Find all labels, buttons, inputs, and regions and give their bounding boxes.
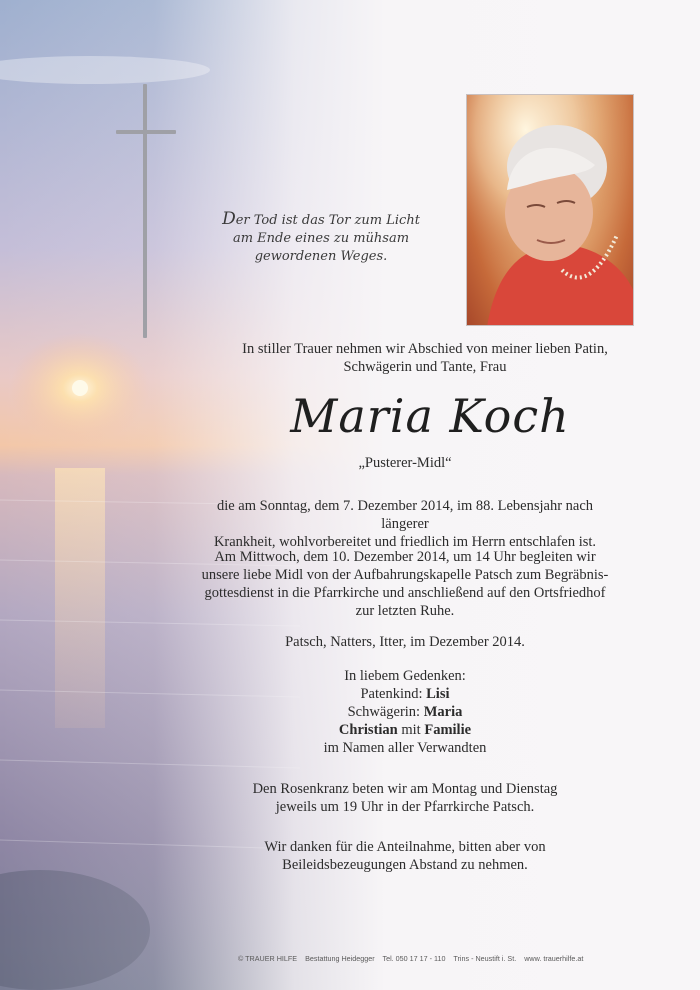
cross-icon-horizontal [116,130,176,134]
funeral-line-4: zur letzten Ruhe. [355,603,455,619]
cross-icon-vertical [143,84,147,338]
footer [238,954,658,963]
footer-town: Trins - Neustift i. St. [453,954,517,963]
rosary-line-1: Den Rosenkranz beten wir am Montag und Dienstag [252,781,558,797]
footer-company: Bestattung Heidegger [305,954,375,963]
quote-line-3: gewordenen Weges. [254,249,388,264]
mourner-schwaegerin [200,703,610,721]
portrait-image [467,95,634,326]
quote-line-2: am Ende eines zu mühsam [232,231,410,246]
rosary-info [200,780,610,816]
funeral-line-1: Am Mittwoch, dem 10. Dezember 2014, um 14 Uhr begleiten wir [214,549,596,565]
death-notice [200,497,610,551]
death-notice-line-1: die am Sonntag, dem 7. Dezember 2014, im 88. Lebensjahr nach längerer [216,498,594,532]
footer-phone: Tel. 050 17 17 - 110 [382,954,446,963]
death-notice-line-2: Krankheit, wohlvorbereitet und friedlich im Herrn entschlafen ist. [213,534,597,550]
christian-name: Christian [338,722,398,738]
mourners-all: im Namen aller Verwandten [323,740,487,756]
funeral-line-3: gottesdienst in die Pfarrkirche und anschließend auf den Ortsfriedhof [204,585,606,601]
quote-line-1: er Tod ist das Tor zum Licht [235,213,420,228]
funeral-line-2: unsere liebe Midl von der Aufbahrungskapelle Patsch zum Begräbnis- [201,567,609,583]
mit-word: mit [397,722,425,738]
portrait-photo [466,94,634,326]
rosary-line-2: jeweils um 19 Uhr in der Pfarrkirche Patsch. [275,799,535,815]
familie-word: Familie [424,722,472,738]
deceased-name: Maria Koch [290,389,570,443]
thanks-note [200,838,610,874]
intro-line-1: In stiller Trauer nehmen wir Abschied von meiner lieben Patin, [242,341,608,357]
mourners-heading: In liebem Gedenken: [344,668,466,684]
nickname: „Pusterer-Midl“ [358,455,452,471]
memorial-quote [196,210,446,266]
thanks-line-2: Beileidsbezeugungen Abstand zu nehmen. [282,857,528,873]
thanks-line-1: Wir danken für die Anteilnahme, bitten aber von [264,839,546,855]
intro-text [205,340,645,376]
mourner-christian [200,721,610,739]
schwaegerin-name: Maria [423,704,463,720]
mourner-patenkind [200,685,610,703]
patenkind-name: Lisi [426,686,450,702]
footer-brand: © TRAUER HILFE [238,954,298,963]
place-date: Patsch, Natters, Itter, im Dezember 2014. [285,634,525,650]
schwaegerin-label: Schwägerin: [347,704,424,720]
funeral-info [200,548,610,620]
patenkind-label: Patenkind: [360,686,427,702]
quote-initial: D [222,209,236,229]
mourners-list [200,667,610,757]
intro-line-2: Schwägerin und Tante, Frau [343,359,507,375]
footer-web[interactable]: www. trauerhilfe.at [524,954,584,963]
